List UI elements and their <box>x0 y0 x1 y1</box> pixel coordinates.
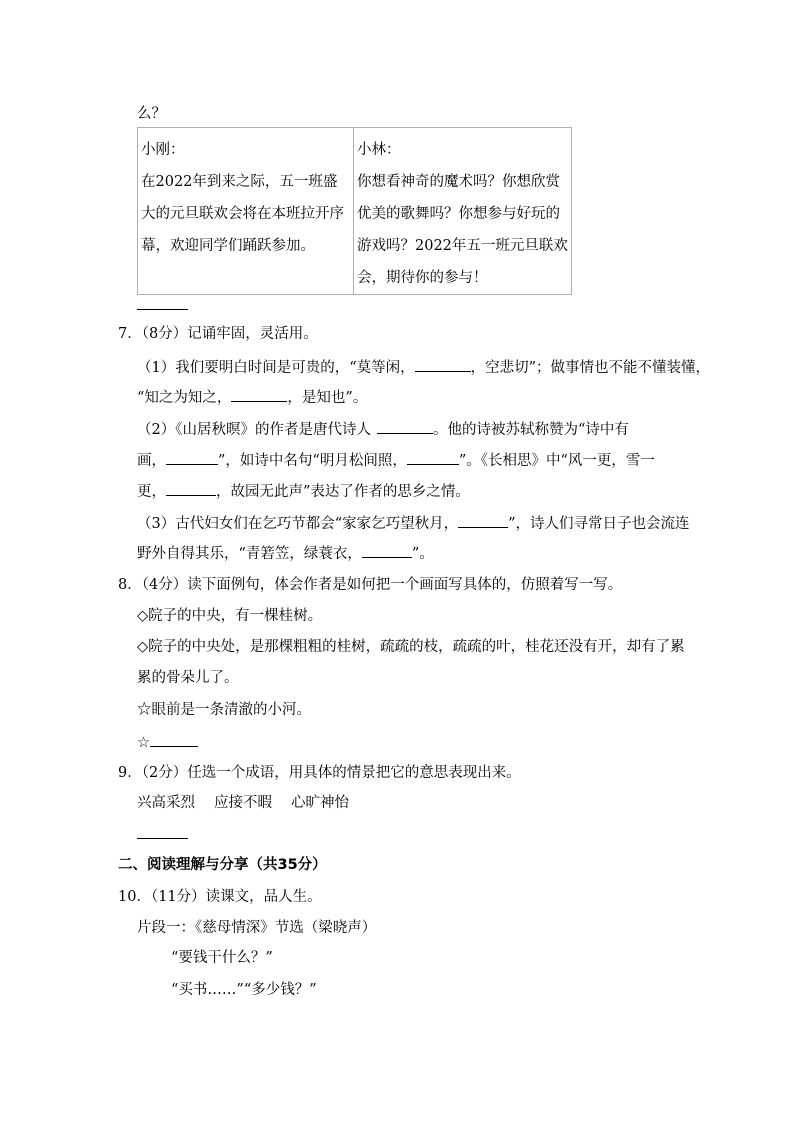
q7-text: （2）《山居秋暝》的作者是唐代诗人 <box>137 422 371 438</box>
xiaolin-label: 小林： <box>357 142 401 158</box>
q9-answer-line[interactable] <box>137 838 188 839</box>
answer-blank[interactable] <box>407 450 459 465</box>
q7-text: （3）古代妇女们在乞巧节都会“家家乞巧望秋月， <box>137 516 459 532</box>
q7-line-1 <box>137 357 710 378</box>
q7-line-6 <box>137 513 690 534</box>
q7-text: ，故园无此声”表达了作者的思乡之情。 <box>216 484 470 500</box>
q9-idioms <box>137 793 349 813</box>
q7-text: ”。《长相思》中“风一更，雪一 <box>458 453 655 469</box>
q7-line-4 <box>137 450 655 471</box>
q7-text: ”，如诗中名句“明月松间照， <box>218 453 407 469</box>
xiaolin-cell <box>354 128 572 295</box>
q10-header: 10．（11分）读课文，品人生。 <box>118 889 322 905</box>
q7-text: 。他的诗被苏轼称赞为“诗中有 <box>432 422 629 438</box>
q7-header: 7．（8分）记诵牢固，灵活用。 <box>118 326 318 342</box>
comparison-table <box>137 127 572 295</box>
xiaogang-label: 小刚： <box>141 142 185 158</box>
answer-blank[interactable] <box>166 481 216 496</box>
q8-example-2b: 累的骨朵儿了。 <box>137 670 239 686</box>
answer-blank[interactable] <box>377 419 433 434</box>
q6-answer-line[interactable] <box>137 309 188 310</box>
q7-line-2 <box>137 387 367 408</box>
answer-blank[interactable] <box>458 513 508 528</box>
q8-example-2a: ◇院子的中央处，是那棵粗粗的桂树，疏疏的枝，疏疏的叶，桂花还没有开，却有了累 <box>137 639 685 655</box>
q6-tail-text: 么？ <box>137 106 166 122</box>
idiom-2: 应接不暇 <box>214 795 272 811</box>
answer-blank[interactable] <box>231 387 287 402</box>
q7-line-5 <box>137 481 470 502</box>
q8-answer <box>137 732 198 753</box>
answer-blank[interactable] <box>415 357 471 372</box>
q7-line-3 <box>137 419 629 440</box>
q7-text: “知之为知之， <box>137 390 232 406</box>
q7-text: ”。 <box>411 546 434 562</box>
q8-example-1: ◇院子的中央，有一棵桂树。 <box>137 608 323 624</box>
q7-text: ，是知也”。 <box>287 390 368 406</box>
section-2-title: 二、阅读理解与分享（共35分） <box>118 857 327 873</box>
idiom-1: 兴高采烈 <box>137 795 195 811</box>
idiom-3: 心旷神怡 <box>291 795 349 811</box>
q7-text: 野外自得其乐，“青箬笠，绿蓑衣， <box>137 546 362 562</box>
q8-task: ☆眼前是一条清澈的小河。 <box>137 702 311 718</box>
q10-fragment-title: 片段一：《慈母情深》节选（梁晓声） <box>137 920 377 936</box>
xiaogang-cell <box>138 128 354 295</box>
q8-header: 8．（4分）读下面例句，体会作者是如何把一个画面写具体的，仿照着写一写。 <box>118 577 623 593</box>
q7-text: ”，诗人们寻常日子也会流连 <box>508 516 690 532</box>
q7-text: 更， <box>137 484 166 500</box>
xiaolin-text: 你想看神奇的魔术吗？你想欣赏优美的歌舞吗？你想参与好玩的游戏吗？2022年五一班元旦联欢会，期待你的参与！ <box>357 174 568 286</box>
q7-text: 画， <box>137 453 166 469</box>
q7-line-7 <box>137 543 434 564</box>
q7-text: （1）我们要明白时间是可贵的，“莫等闲， <box>137 360 415 376</box>
star-icon: ☆ <box>137 735 150 751</box>
q10-dialogue-1: “要钱干什么？” <box>171 950 273 966</box>
answer-blank[interactable] <box>362 543 412 558</box>
answer-blank[interactable] <box>166 450 218 465</box>
xiaogang-text: 在2022年到来之际，五一班盛大的元旦联欢会将在本班拉开序幕，欢迎同学们踊跃参加。 <box>141 174 344 254</box>
q9-header: 9．（2分）任选一个成语，用具体的情景把它的意思表现出来。 <box>118 765 521 781</box>
answer-blank[interactable] <box>150 732 198 747</box>
q10-dialogue-2: “买书……”“多少钱？” <box>171 982 317 998</box>
q7-text: ，空悲切”；做事情也不能不懂装懂， <box>470 360 711 376</box>
